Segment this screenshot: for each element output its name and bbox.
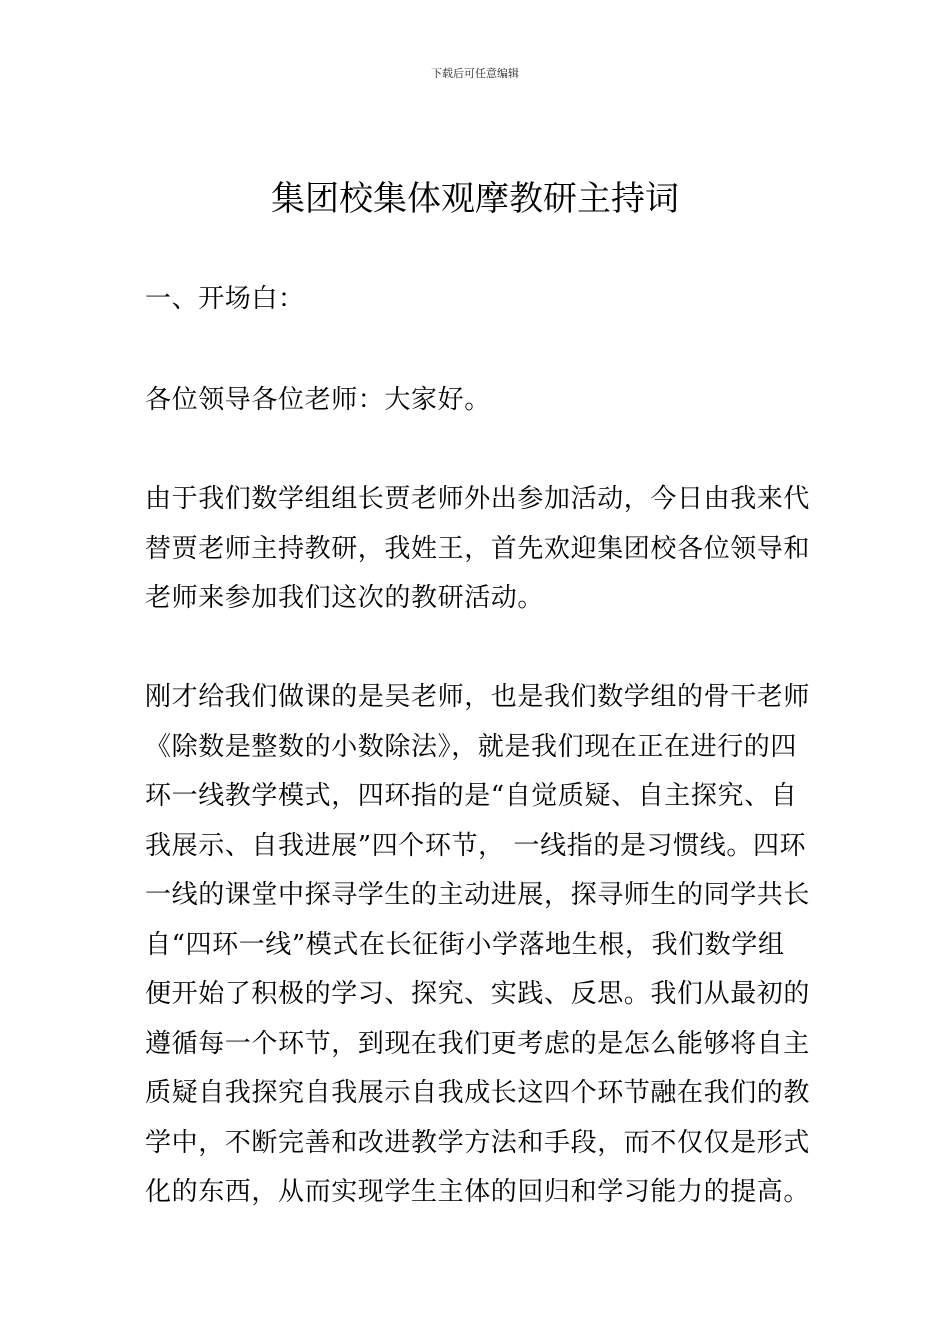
paragraph-2: 刚才给我们做课的是吴老师，也是我们数学组的骨干老师《除数是整数的小数除法》，就是我们现在正在进行的四环一线教学模式，四环指的是“自觉质疑、自主探究、自我展示、自我进展”四个环节， 一线指的是习惯线。四环一线的课堂中探寻学生的主动进展，探寻师生的同学共长自“四环一线”模式在长征街小学落地生根，我们数学组便开始了积极的学习、探究、实践、反思。我们从最初的遵循每一个环节，到现在我们更考虑的是怎么能够将自主质疑自我探究自我展示自我成长这四个环节融在我们的教学中，不断完善和改进教学方法和手段，而不仅仅是形式化的东西，从而实现学生主体的回归和学习能力的提高。: [145, 682, 811, 1207]
page-header-note: 下载后可任意编辑: [431, 67, 519, 80]
paragraph-1: 由于我们数学组组长贾老师外出参加活动，今日由我来代替贾老师主持教研，我姓王，首先欢迎集团校各位领导和老师来参加我们这次的教研活动。: [145, 484, 811, 613]
greeting-line: 各位领导各位老师：大家好。: [145, 385, 491, 415]
document-title: 集团校集体观摩教研主持词: [271, 179, 679, 219]
section-heading: 一、开场白：: [145, 284, 305, 314]
